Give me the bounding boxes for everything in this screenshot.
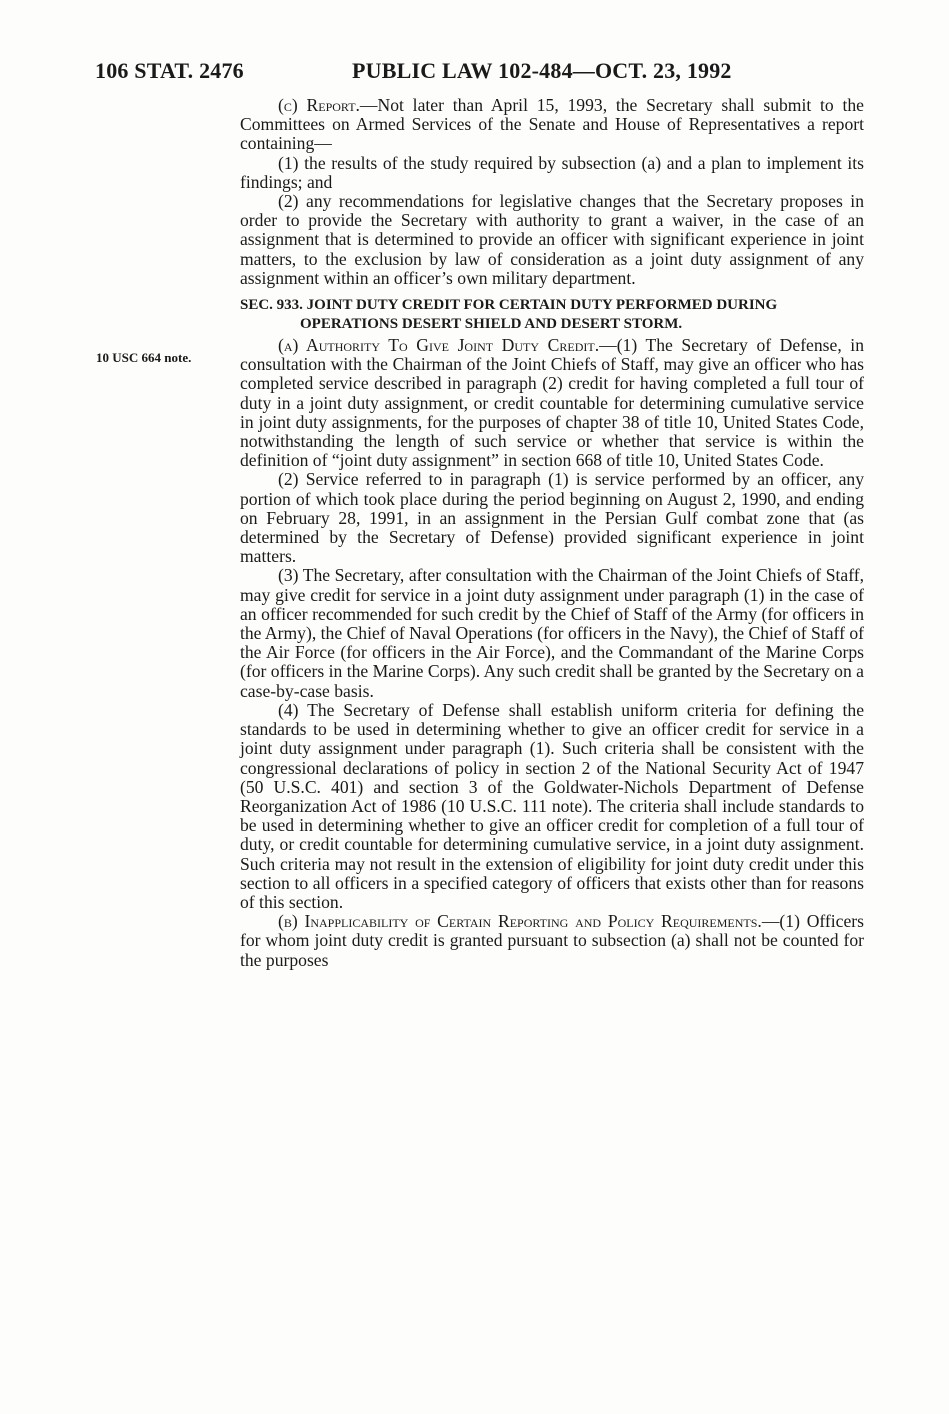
paragraph-a-2: (2) Service referred to in paragraph (1) is service performed by an officer, any portion of which took place during the period beginning on August 2, 1990, and ending on February 28, 1991, in an assignment in the Persian Gulf combat zone that (as determined by the Secretary of Defense) provided significant experience in joint matters. [240,469,864,567]
paragraph-report-intro [240,96,864,154]
section-heading: SEC. 933. JOINT DUTY CREDIT FOR CERTAIN DUTY PERFORMED DURING OPERATIONS DESERT SHIELD AND DESERT STORM. [240,297,778,333]
paragraph-report-item-1: (1) the results of the study required by subsection (a) and a plan to implement its findings; and [240,152,864,192]
paragraph-b-1 [240,912,864,970]
paragraph-a-3: (3) The Secretary, after consultation with the Chairman of the Joint Chiefs of Staff, may give credit for service in a joint duty assignment under paragraph (1) in the case of an officer recommended for such credit by the Chief of Staff of the Army (for officers in the Army), the Chief of Naval Operations (for officers in the Navy), the Chief of Staff of the Air Force (for officers in the Air Force), and the Commandant of the Marine Corps (for officers in the Marine Corps). Any such credit shall be granted by the Secretary on a case-by-case basis. [240,565,864,701]
stat-page-number: 106 STAT. 2476 [95,58,244,83]
subsection-b-label: (b) Inapplicability of Certain Reporting and Policy Requirements. [278,911,762,932]
paragraph-report-item-2: (2) any recommendations for legislative changes that the Secretary proposes in order to provide the Secretary with authority to grant a waiver, in the case of an assignment that is determined to provide an officer with significant experience in joint matters, to the exclusion by law of consideration as a joint duty assignment of any assignment within an officer’s own military department. [240,191,864,288]
report-text: —Not later than April 15, 1993, the Secretary shall submit to the Committees on Armed Services of the Senate and House of Representatives a report containing— [240,95,864,154]
subsection-a-1-text: —(1) The Secretary of Defense, in consultation with the Chairman of the Joint Chiefs of Staff, may give an officer who has completed service described in paragraph (2) credit for having completed a full tour of duty in a joint duty assignment, or credit countable for determining cumulative service in joint duty assignments, for the purposes of chapter 38 of title 10, United States Code, notwithstanding the length of such service or whether that service is within the definition of “joint duty assignment” in section 668 of title 10, United States Code. [240,335,864,471]
body-text-column [240,96,864,970]
paragraph-a-4: (4) The Secretary of Defense shall establish uniform criteria for defining the standards to be used in determining whether to give an officer credit for service in a joint duty assignment under paragraph (1). Such criteria shall be consistent with the congressional declarations of policy in section 2 of the National Security Act of 1947 (50 U.S.C. 401) and section 3 of the Goldwater-Nichols Department of Defense Reorganization Act of 1986 (10 U.S.C. 111 note). The criteria shall include standards to be used in determining whether to give an officer credit for completion of a full tour of duty, or credit countable for determining cumulative service, in a joint duty assignment. Such criteria may not result in the extension of eligibility for joint duty credit under this section to all officers in a specified category of officers that exists other than for reasons of this section. [240,699,864,912]
paragraph-a-1 [240,336,864,470]
report-label: (c) Report. [278,95,360,115]
subsection-b-1-text: —(1) Officers for whom joint duty credit is granted pursuant to subsection (a) shall not be counted for the purposes [240,911,865,970]
running-head [95,58,875,88]
public-law-citation: PUBLIC LAW 102-484—OCT. 23, 1992 [352,58,732,83]
subsection-a-label: (a) Authority To Give Joint Duty Credit. [278,335,600,356]
usc-margin-note: 10 USC 664 note. [96,350,192,365]
